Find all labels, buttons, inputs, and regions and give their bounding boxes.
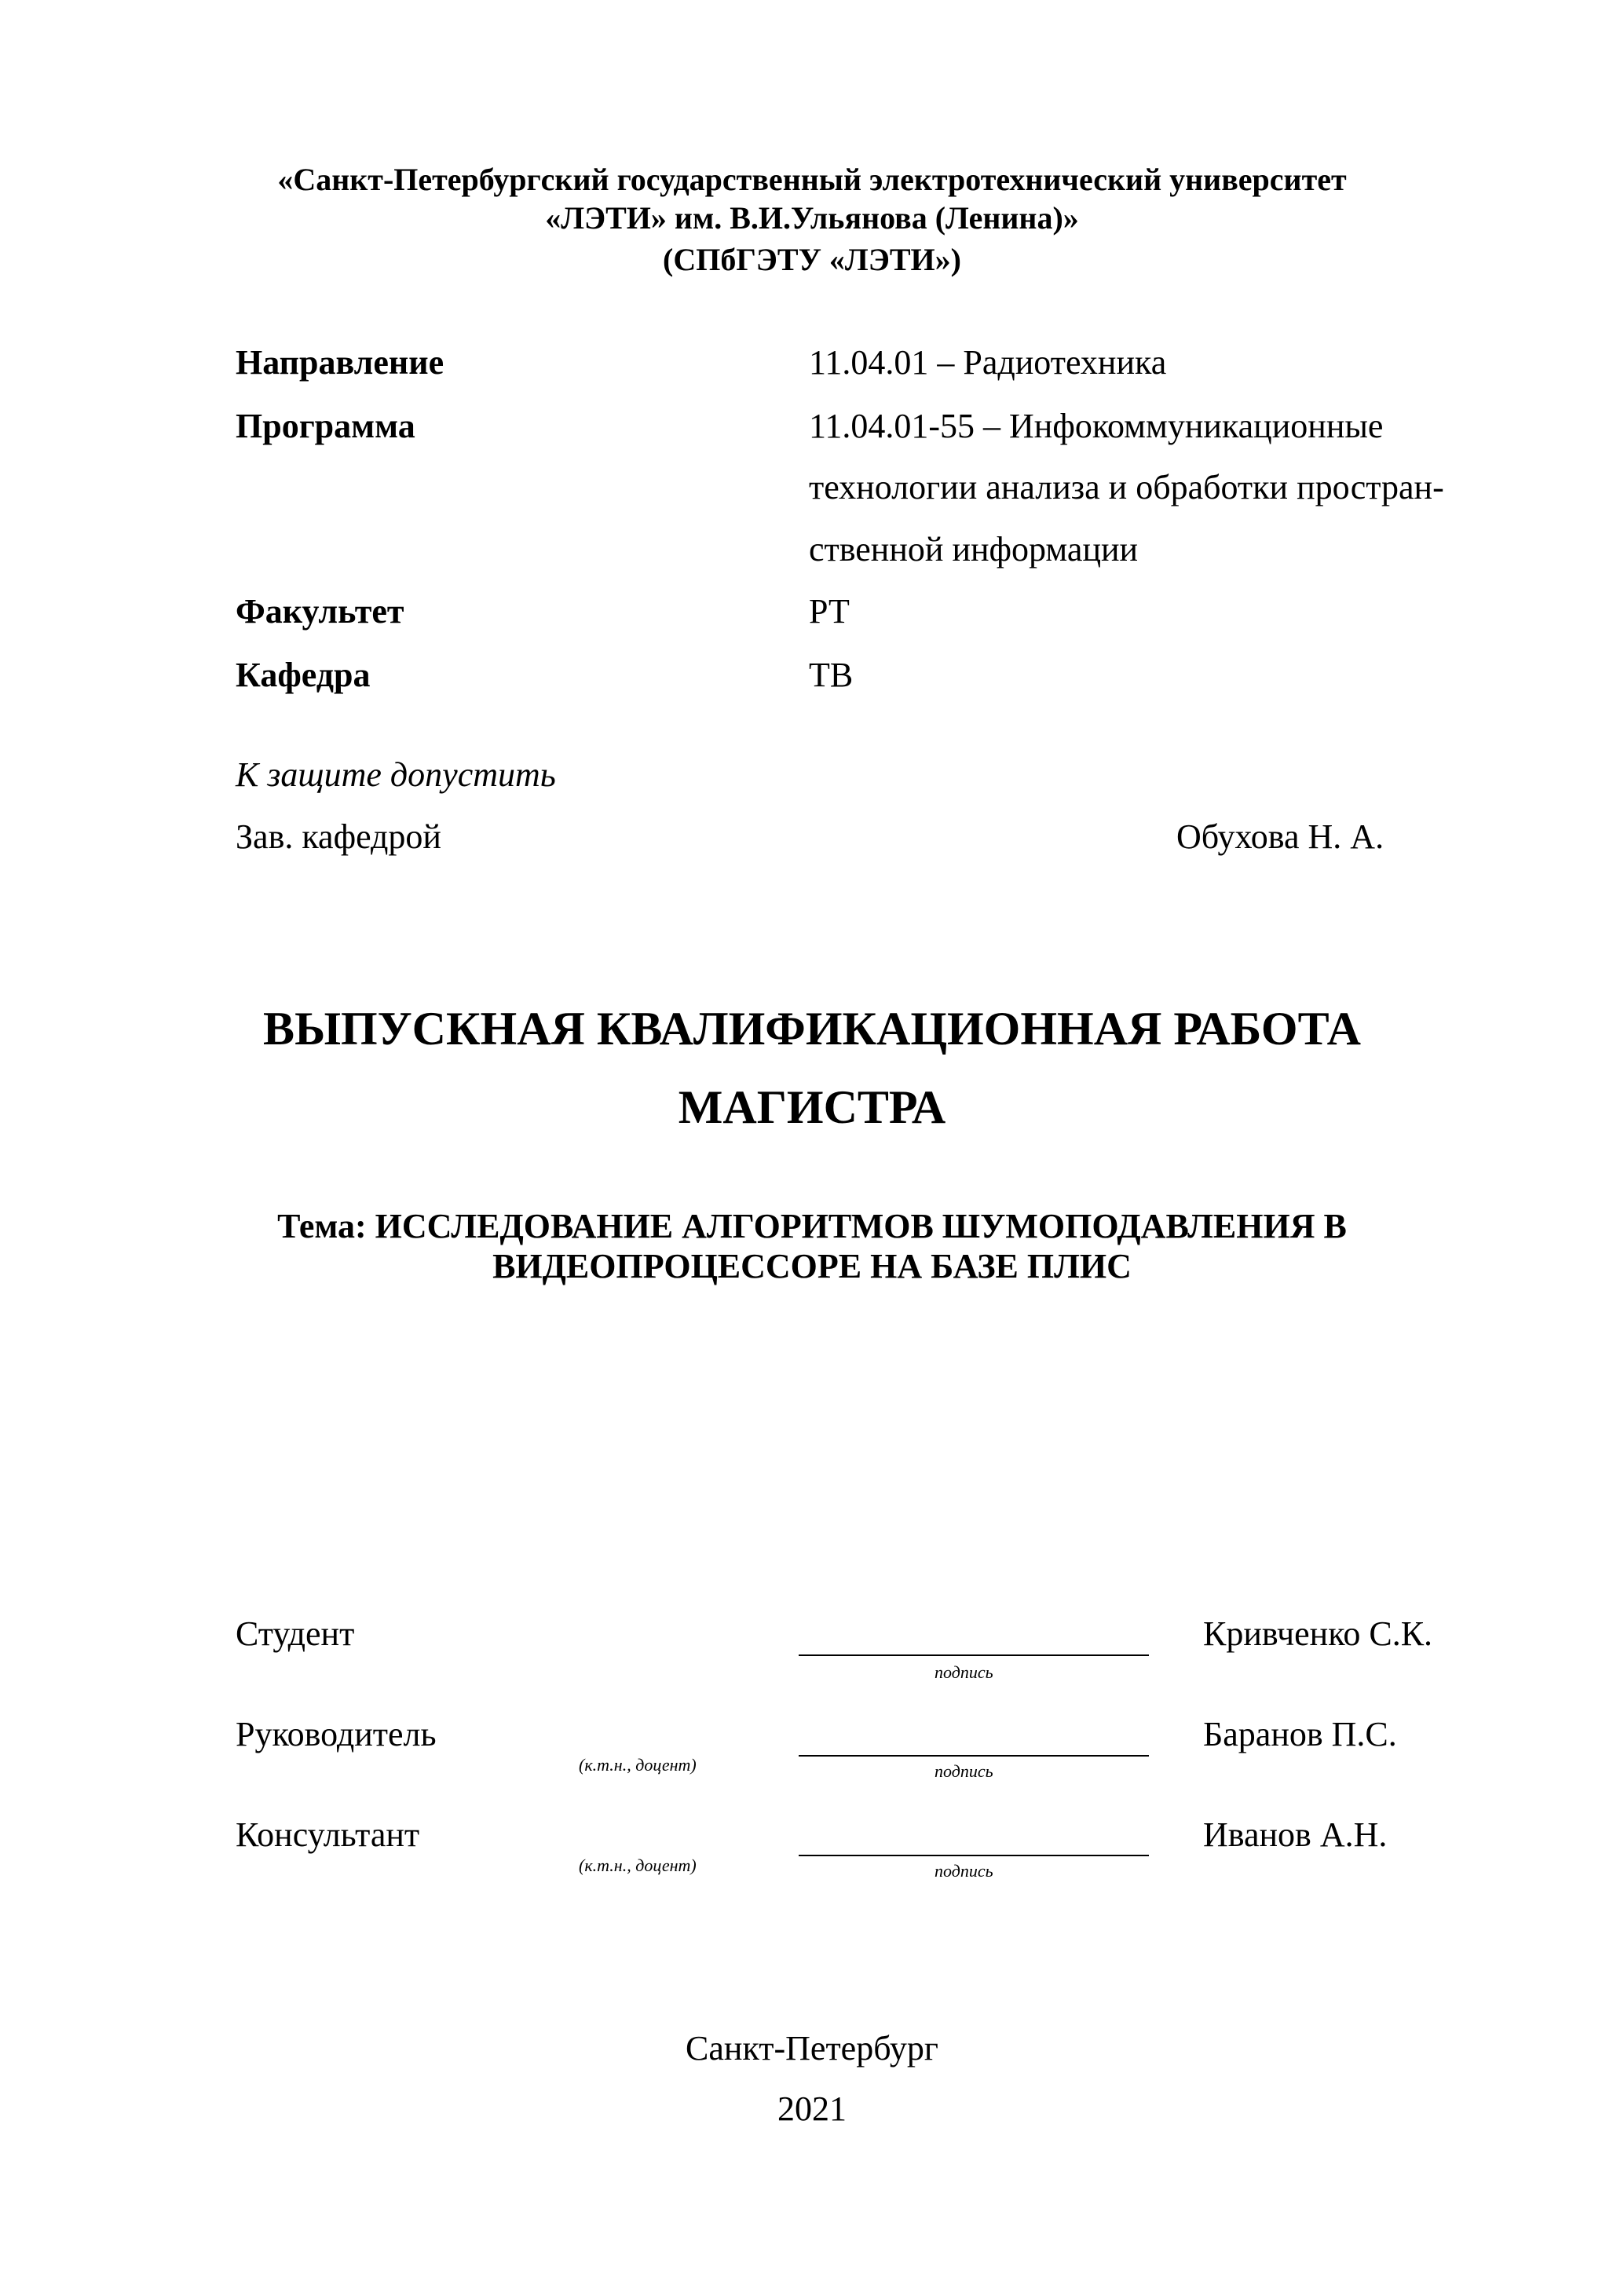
degree-caption: (к.т.н., доцент) [579,1855,697,1875]
footer-city: Санкт-Петербург [686,2029,938,2067]
signature-line [799,1755,1149,1757]
university-name-line2: «ЛЭТИ» им. В.И.Ульянова (Ленина)» [545,200,1079,236]
theme-line2: ВИДЕОПРОЦЕССОРЕ НА БАЗЕ ПЛИС [492,1247,1132,1285]
work-title-line2: МАГИСТРА [678,1081,946,1133]
signature-caption: подпись [935,1662,993,1682]
program-value-line3: ственной информации [809,530,1139,569]
role-label: Руководитель [236,1715,437,1753]
role-label: Студент [236,1614,355,1653]
admit-text: К защите допустить [236,755,556,794]
role-label: Консультант [236,1815,420,1854]
signature-line [799,1855,1149,1856]
faculty-label: Факультет [236,592,404,631]
head-name: Обухова Н. А. [1176,817,1384,856]
degree-caption: (к.т.н., доцент) [579,1755,697,1775]
footer-year: 2021 [777,2089,847,2128]
university-name-line1: «Санкт-Петербургский государственный электротехнический университет [277,162,1347,197]
program-value-line2: технологии анализа и обработки простран- [809,468,1444,506]
program-value-line1: 11.04.01-55 – Инфокоммуникационные [809,407,1384,445]
signature-caption: подпись [935,1761,993,1781]
direction-value: 11.04.01 – Радиотехника [809,343,1167,382]
person-name: Баранов П.С. [1203,1715,1397,1753]
theme-line1: Тема: ИССЛЕДОВАНИЕ АЛГОРИТМОВ ШУМОПОДАВЛЕНИЯ В [277,1207,1347,1245]
work-title-line1: ВЫПУСКНАЯ КВАЛИФИКАЦИОННАЯ РАБОТА [263,1003,1361,1055]
department-value: ТВ [809,656,854,694]
program-label: Программа [236,407,415,445]
direction-label: Направление [236,343,444,382]
person-name: Иванов А.Н. [1203,1815,1388,1854]
faculty-value: РТ [809,592,850,631]
signature-caption: подпись [935,1861,993,1881]
signature-line [799,1654,1149,1656]
person-name: Кривченко С.К. [1203,1614,1433,1653]
university-abbrev: (СПбГЭТУ «ЛЭТИ») [663,242,961,277]
head-label: Зав. кафедрой [236,817,441,856]
department-label: Кафедра [236,656,371,694]
